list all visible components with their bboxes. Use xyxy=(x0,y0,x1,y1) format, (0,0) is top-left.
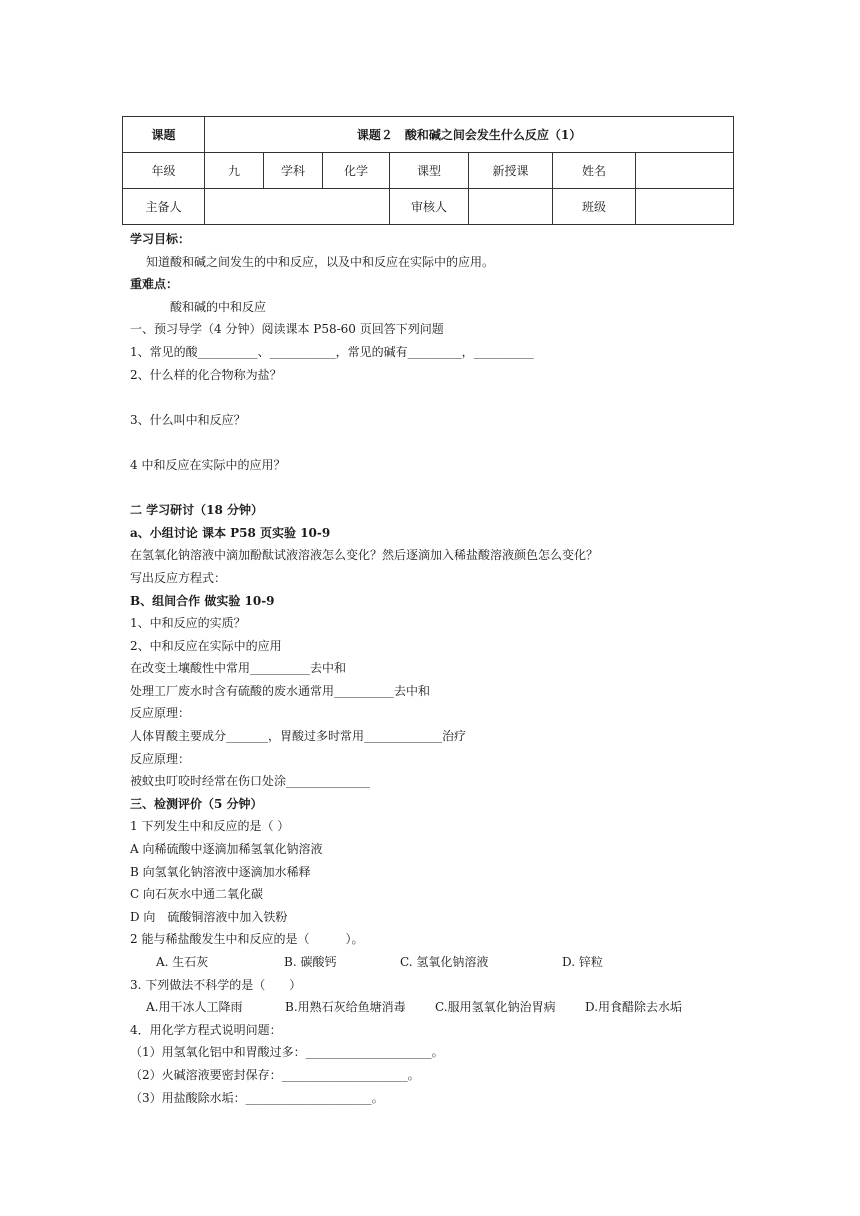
reviewer-label: 审核人 xyxy=(390,189,469,225)
options-row xyxy=(130,951,730,974)
subsection-b-heading: B、组间合作 做实验 10-9 xyxy=(130,593,275,608)
objectives-heading: 学习目标： xyxy=(130,232,191,246)
question-text: （1）用氢氧化铝中和胃酸过多：_____________________。 xyxy=(130,1045,444,1060)
option-text: A. 生石灰 xyxy=(156,955,209,969)
objectives-text: 知道酸和碱之间发生的中和反应，以及中和反应在实际中的应用。 xyxy=(146,254,495,269)
preparer-label: 主备人 xyxy=(123,189,205,225)
option-text: C.服用氢氧化钠治胃病 xyxy=(435,1000,556,1015)
topic-label: 课题 xyxy=(123,117,205,153)
subsection-a-heading: a、小组讨论 课本 P58 页实验 10-9 xyxy=(130,525,331,540)
question-text: 4 中和反应在实际中的应用？ xyxy=(130,457,286,472)
options-row xyxy=(130,996,730,1019)
worksheet-body xyxy=(130,228,730,1109)
key-points-heading: 重难点： xyxy=(130,277,179,292)
lesson-type-value: 新授课 xyxy=(469,153,553,189)
question-text: 反应原理： xyxy=(130,751,191,766)
preparer-value[interactable] xyxy=(205,189,390,225)
question-text: 2、什么样的化合物称为盐？ xyxy=(130,367,282,382)
table-row xyxy=(123,153,734,189)
answer-space xyxy=(130,477,730,500)
option-text: C. 氢氧化钠溶液 xyxy=(400,955,489,969)
option-text: D 向 硫酸铜溶液中加入铁粉 xyxy=(130,909,288,924)
class-label: 班级 xyxy=(553,189,636,225)
key-points-text: 酸和碱的中和反应 xyxy=(170,299,267,314)
option-text: D. 锌粒 xyxy=(562,955,603,969)
question-text: 写出反应方程式： xyxy=(130,570,227,585)
question-text: 在氢氧化钠溶液中滴加酚酞试液溶液怎么变化？然后逐滴加入稀盐酸溶液颜色怎么变化？ xyxy=(130,548,599,563)
lesson-type-label: 课型 xyxy=(390,153,469,189)
question-text: 4．用化学方程式说明问题： xyxy=(130,1022,282,1037)
question-text: 人体胃酸主要成分_______，胃酸过多时常用_____________治疗 xyxy=(130,729,467,744)
option-text: B. 碳酸钙 xyxy=(284,955,337,969)
question-text: 3、什么叫中和反应？ xyxy=(130,412,246,427)
question-text: 在改变土壤酸性中常用__________去中和 xyxy=(130,661,347,676)
grade-label: 年级 xyxy=(123,153,205,189)
answer-space xyxy=(130,386,730,409)
question-text: （2）火碱溶液要密封保存：_____________________。 xyxy=(130,1067,420,1082)
question-text: 1、常见的酸__________、___________，常见的碱有_________，__________ xyxy=(130,344,534,359)
subject-value: 化学 xyxy=(323,153,390,189)
table-row xyxy=(123,117,734,153)
question-text: 1、中和反应的实质？ xyxy=(130,616,246,631)
lesson-info-table xyxy=(122,116,734,225)
section-2-heading: 二 学习研讨（18 分钟） xyxy=(130,503,264,518)
question-text: （3）用盐酸除水垢：_____________________。 xyxy=(130,1090,384,1105)
option-text: C 向石灰水中通二氧化碳 xyxy=(130,887,263,902)
topic-value: 课题２ 酸和碱之间会发生什么反应（1） xyxy=(205,117,734,153)
option-text: A 向稀硫酸中逐滴加稀氢氧化钠溶液 xyxy=(130,842,323,857)
option-text: B.用熟石灰给鱼塘消毒 xyxy=(285,1000,406,1015)
subject-label: 学科 xyxy=(264,153,323,189)
question-text: 2 能与稀盐酸发生中和反应的是（ ）。 xyxy=(130,932,364,947)
name-label: 姓名 xyxy=(553,153,636,189)
question-text: 3. 下列做法不科学的是（ ） xyxy=(130,977,302,992)
question-text: 被蚊虫叮咬时经常在伤口处涂______________ xyxy=(130,774,371,789)
answer-space xyxy=(130,431,730,454)
grade-value: 九 xyxy=(205,153,264,189)
reviewer-value[interactable] xyxy=(469,189,553,225)
option-text: B 向氢氧化钠溶液中逐滴加水稀释 xyxy=(130,864,311,879)
table-row xyxy=(123,189,734,225)
section-1-heading: 一、预习导学（4 分钟）阅读课本 P58-60 页回答下列问题 xyxy=(130,322,444,337)
option-text: D.用食醋除去水垢 xyxy=(585,1000,683,1015)
section-3-heading: 三、检测评价（5 分钟） xyxy=(130,796,263,811)
question-text: 反应原理： xyxy=(130,706,191,721)
question-text: 2、中和反应在实际中的应用 xyxy=(130,638,282,653)
question-text: 1 下列发生中和反应的是（ ） xyxy=(130,819,290,834)
option-text: A.用干冰人工降雨 xyxy=(146,1000,243,1015)
name-value[interactable] xyxy=(636,153,734,189)
question-text: 处理工厂废水时含有硫酸的废水通常用__________去中和 xyxy=(130,683,431,698)
class-value[interactable] xyxy=(636,189,734,225)
